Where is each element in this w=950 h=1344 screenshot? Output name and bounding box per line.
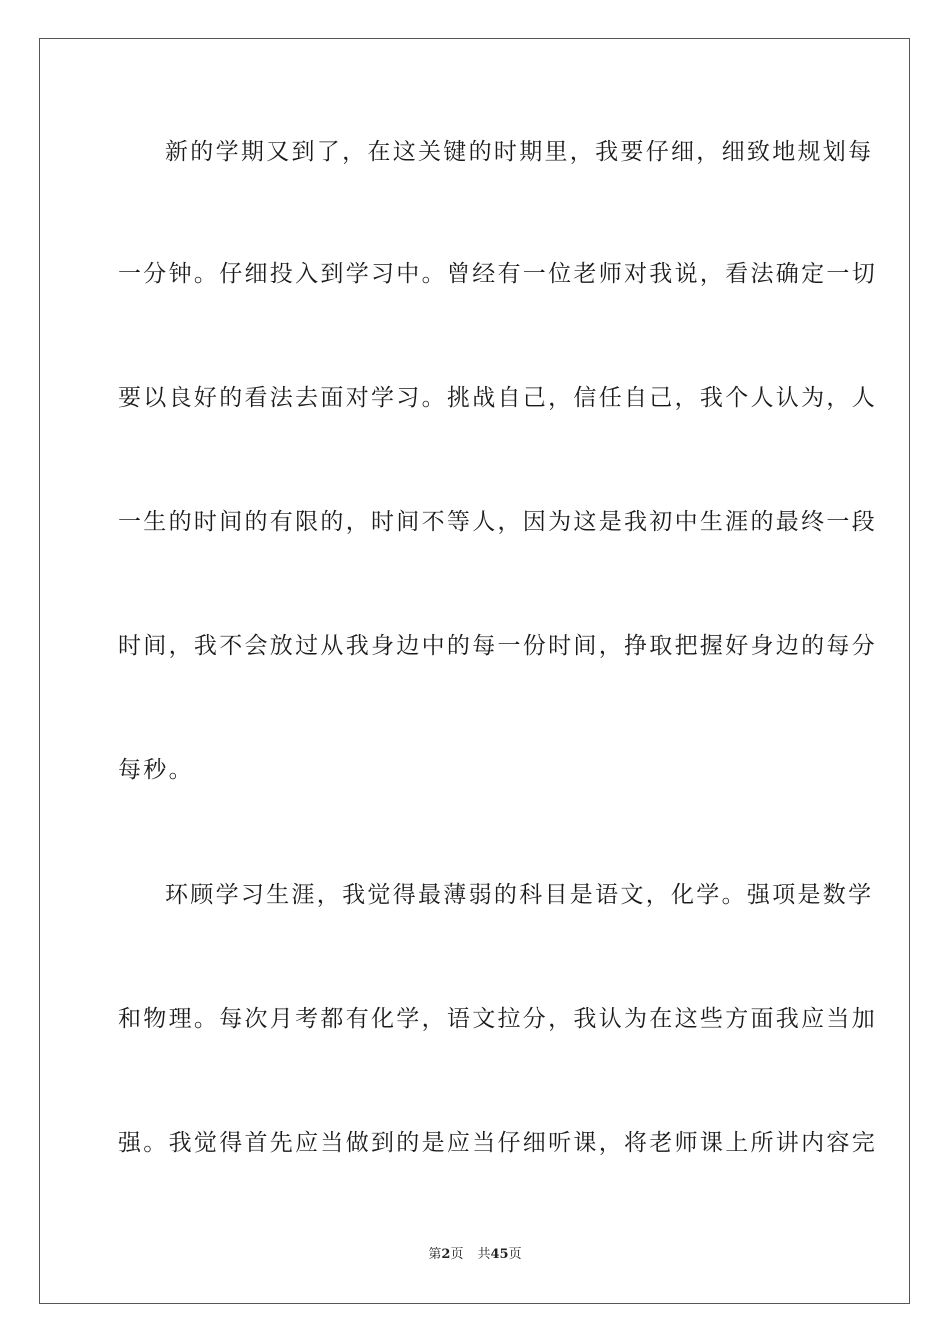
paragraph-2-line-1: 环顾学习生涯，我觉得最薄弱的科目是语文，化学。强项是数学 (165, 882, 874, 908)
paragraph-1-line-2: 一分钟。仔细投入到学习中。曾经有一位老师对我说，看法确定一切 (118, 261, 877, 287)
paragraph-1-line-3: 要以良好的看法去面对学习。挑战自己，信任自己，我个人认为，人 (118, 385, 877, 411)
page-suffix: 页 (450, 1247, 464, 1262)
paragraph-1-line-4: 一生的时间的有限的，时间不等人，因为这是我初中生涯的最终一段 (118, 509, 877, 535)
paragraph-2-line-3: 强。我觉得首先应当做到的是应当仔细听课，将老师课上所讲内容完 (118, 1130, 877, 1156)
paragraph-1-line-5: 时间，我不会放过从我身边中的每一份时间，挣取把握好身边的每分 (118, 633, 877, 659)
paragraph-2-line-2: 和物理。每次月考都有化学，语文拉分，我认为在这些方面我应当加 (118, 1006, 877, 1032)
total-suffix: 页 (508, 1247, 522, 1262)
page-border (39, 38, 910, 1304)
page-prefix: 第 (428, 1247, 442, 1262)
paragraph-1-line-1: 新的学期又到了，在这关键的时期里，我要仔细，细致地规划每 (165, 139, 874, 165)
page-footer (0, 1246, 950, 1264)
total-prefix: 共 (477, 1247, 491, 1262)
paragraph-1-line-6: 每秒。 (118, 757, 194, 783)
page-current: 2 (441, 1247, 451, 1262)
page-total: 45 (490, 1247, 509, 1262)
